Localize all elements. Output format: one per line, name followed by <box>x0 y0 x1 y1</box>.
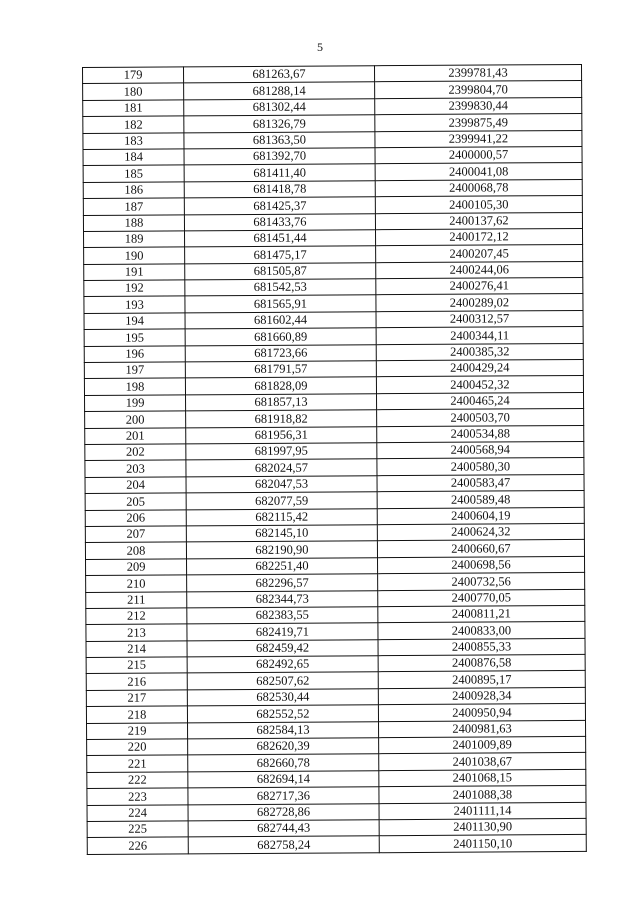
y-coordinate-cell: 2400503,70 <box>377 409 584 427</box>
x-coordinate-cell: 682047,53 <box>186 475 377 493</box>
point-number-cell: 188 <box>83 214 184 231</box>
y-coordinate-cell: 2400068,78 <box>375 179 582 197</box>
y-coordinate-cell: 2400465,24 <box>377 392 584 410</box>
y-coordinate-cell: 2400583,47 <box>377 474 584 492</box>
point-number-cell: 206 <box>85 509 186 526</box>
point-number-cell: 219 <box>87 722 188 739</box>
point-number-cell: 211 <box>86 591 187 608</box>
y-coordinate-cell: 2400289,02 <box>376 294 583 312</box>
point-number-cell: 184 <box>83 149 184 166</box>
point-number-cell: 179 <box>83 67 184 84</box>
x-coordinate-cell: 681363,50 <box>184 131 375 149</box>
point-number-cell: 198 <box>84 378 185 395</box>
x-coordinate-cell: 682660,78 <box>188 754 379 772</box>
coordinates-table <box>82 64 587 855</box>
x-coordinate-cell: 682190,90 <box>186 541 377 559</box>
y-coordinate-cell: 2400312,57 <box>376 310 583 328</box>
x-coordinate-cell: 681326,79 <box>184 115 375 133</box>
y-coordinate-cell: 2400276,41 <box>376 278 583 296</box>
x-coordinate-cell: 681828,09 <box>185 377 376 395</box>
y-coordinate-cell: 2400000,57 <box>375 146 582 164</box>
x-coordinate-cell: 681723,66 <box>185 344 376 362</box>
x-coordinate-cell: 681565,91 <box>185 295 376 313</box>
x-coordinate-cell: 682344,73 <box>187 590 378 608</box>
y-coordinate-cell: 2400698,56 <box>378 556 585 574</box>
y-coordinate-cell: 2400770,05 <box>378 589 585 607</box>
point-number-cell: 203 <box>85 460 186 477</box>
point-number-cell: 197 <box>84 362 185 379</box>
point-number-cell: 187 <box>83 198 184 215</box>
y-coordinate-cell: 2400534,88 <box>377 425 584 443</box>
x-coordinate-cell: 681302,44 <box>184 98 375 116</box>
y-coordinate-cell: 2399941,22 <box>375 130 582 148</box>
x-coordinate-cell: 682024,57 <box>186 459 377 477</box>
point-number-cell: 223 <box>87 788 188 805</box>
y-coordinate-cell: 2400207,45 <box>376 245 583 263</box>
y-coordinate-cell: 2400344,11 <box>376 327 583 345</box>
x-coordinate-cell: 682507,62 <box>187 672 378 690</box>
point-number-cell: 181 <box>83 100 184 117</box>
point-number-cell: 191 <box>84 264 185 281</box>
y-coordinate-cell: 2400855,33 <box>378 638 585 656</box>
y-coordinate-cell: 2400928,34 <box>378 687 585 705</box>
point-number-cell: 201 <box>85 427 186 444</box>
point-number-cell: 215 <box>86 657 187 674</box>
point-number-cell: 222 <box>87 772 188 789</box>
y-coordinate-cell: 2400604,19 <box>377 507 584 525</box>
point-number-cell: 216 <box>86 673 187 690</box>
y-coordinate-cell: 2400452,32 <box>376 376 583 394</box>
point-number-cell: 217 <box>86 690 187 707</box>
y-coordinate-cell: 2400589,48 <box>377 491 584 509</box>
x-coordinate-cell: 681418,78 <box>184 180 375 198</box>
y-coordinate-cell: 2400876,58 <box>378 655 585 673</box>
y-coordinate-cell: 2400660,67 <box>377 540 584 558</box>
x-coordinate-cell: 682251,40 <box>187 557 378 575</box>
point-number-cell: 224 <box>87 804 188 821</box>
point-number-cell: 214 <box>86 641 187 658</box>
y-coordinate-cell: 2400429,24 <box>376 359 583 377</box>
point-number-cell: 186 <box>83 182 184 199</box>
point-number-cell: 207 <box>85 526 186 543</box>
coordinates-table-wrapper <box>82 64 587 855</box>
y-coordinate-cell: 2401150,10 <box>379 835 586 853</box>
point-number-cell: 183 <box>83 132 184 149</box>
x-coordinate-cell: 681475,17 <box>185 246 376 264</box>
y-coordinate-cell: 2401111,14 <box>379 802 586 820</box>
point-number-cell: 192 <box>84 280 185 297</box>
y-coordinate-cell: 2401130,90 <box>379 818 586 836</box>
point-number-cell: 196 <box>84 346 185 363</box>
point-number-cell: 226 <box>87 837 188 854</box>
point-number-cell: 199 <box>85 395 186 412</box>
x-coordinate-cell: 681956,31 <box>186 426 377 444</box>
point-number-cell: 225 <box>87 821 188 838</box>
y-coordinate-cell: 2399875,49 <box>375 114 582 132</box>
point-number-cell: 189 <box>84 231 185 248</box>
x-coordinate-cell: 681263,67 <box>184 66 375 84</box>
point-number-cell: 200 <box>85 411 186 428</box>
x-coordinate-cell: 682145,10 <box>186 525 377 543</box>
x-coordinate-cell: 681542,53 <box>185 279 376 297</box>
point-number-cell: 208 <box>85 542 186 559</box>
x-coordinate-cell: 681288,14 <box>184 82 375 100</box>
x-coordinate-cell: 682530,44 <box>187 689 378 707</box>
point-number-cell: 182 <box>83 116 184 133</box>
x-coordinate-cell: 681857,13 <box>186 394 377 412</box>
y-coordinate-cell: 2400732,56 <box>378 573 585 591</box>
x-coordinate-cell: 682552,52 <box>187 705 378 723</box>
point-number-cell: 185 <box>83 165 184 182</box>
y-coordinate-cell: 2400105,30 <box>375 196 582 214</box>
y-coordinate-cell: 2400580,30 <box>377 458 584 476</box>
point-number-cell: 213 <box>86 624 187 641</box>
x-coordinate-cell: 682717,36 <box>188 787 379 805</box>
x-coordinate-cell: 681791,57 <box>185 361 376 379</box>
y-coordinate-cell: 2401068,15 <box>379 769 586 787</box>
point-number-cell: 194 <box>84 313 185 330</box>
x-coordinate-cell: 682492,65 <box>187 656 378 674</box>
point-number-cell: 210 <box>86 575 187 592</box>
x-coordinate-cell: 681660,89 <box>185 328 376 346</box>
x-coordinate-cell: 682620,39 <box>188 738 379 756</box>
y-coordinate-cell: 2400811,21 <box>378 605 585 623</box>
y-coordinate-cell: 2401038,67 <box>379 753 586 771</box>
y-coordinate-cell: 2401088,38 <box>379 786 586 804</box>
x-coordinate-cell: 682383,55 <box>187 607 378 625</box>
x-coordinate-cell: 681997,95 <box>186 443 377 461</box>
x-coordinate-cell: 682296,57 <box>187 574 378 592</box>
point-number-cell: 180 <box>83 83 184 100</box>
point-number-cell: 218 <box>86 706 187 723</box>
point-number-cell: 193 <box>84 296 185 313</box>
x-coordinate-cell: 681602,44 <box>185 312 376 330</box>
y-coordinate-cell: 2400172,12 <box>375 228 582 246</box>
y-coordinate-cell: 2400137,62 <box>375 212 582 230</box>
x-coordinate-cell: 681411,40 <box>184 164 375 182</box>
x-coordinate-cell: 681392,70 <box>184 148 375 166</box>
y-coordinate-cell: 2399804,70 <box>375 81 582 99</box>
point-number-cell: 221 <box>87 755 188 772</box>
x-coordinate-cell: 681451,44 <box>185 230 376 248</box>
x-coordinate-cell: 681433,76 <box>184 213 375 231</box>
point-number-cell: 212 <box>86 608 187 625</box>
x-coordinate-cell: 681505,87 <box>185 262 376 280</box>
x-coordinate-cell: 682419,71 <box>187 623 378 641</box>
x-coordinate-cell: 682728,86 <box>188 803 379 821</box>
y-coordinate-cell: 2401009,89 <box>379 736 586 754</box>
point-number-cell: 220 <box>87 739 188 756</box>
y-coordinate-cell: 2400385,32 <box>376 343 583 361</box>
y-coordinate-cell: 2399781,43 <box>374 64 581 82</box>
point-number-cell: 190 <box>84 247 185 264</box>
y-coordinate-cell: 2400950,94 <box>378 704 585 722</box>
y-coordinate-cell: 2400833,00 <box>378 622 585 640</box>
point-number-cell: 195 <box>84 329 185 346</box>
y-coordinate-cell: 2400041,08 <box>375 163 582 181</box>
point-number-cell: 204 <box>85 477 186 494</box>
y-coordinate-cell: 2400568,94 <box>377 441 584 459</box>
y-coordinate-cell: 2400624,32 <box>377 523 584 541</box>
y-coordinate-cell: 2400981,63 <box>379 720 586 738</box>
x-coordinate-cell: 681918,82 <box>186 410 377 428</box>
y-coordinate-cell: 2399830,44 <box>375 97 582 115</box>
point-number-cell: 205 <box>85 493 186 510</box>
y-coordinate-cell: 2400895,17 <box>378 671 585 689</box>
x-coordinate-cell: 682694,14 <box>188 770 379 788</box>
x-coordinate-cell: 682744,43 <box>188 820 379 838</box>
x-coordinate-cell: 681425,37 <box>184 197 375 215</box>
x-coordinate-cell: 682115,42 <box>186 508 377 526</box>
x-coordinate-cell: 682077,59 <box>186 492 377 510</box>
y-coordinate-cell: 2400244,06 <box>376 261 583 279</box>
table-body <box>83 64 587 854</box>
page-number: 5 <box>317 40 323 54</box>
x-coordinate-cell: 682459,42 <box>187 639 378 657</box>
point-number-cell: 209 <box>86 559 187 576</box>
x-coordinate-cell: 682758,24 <box>188 836 379 854</box>
table-row <box>87 835 586 854</box>
point-number-cell: 202 <box>85 444 186 461</box>
x-coordinate-cell: 682584,13 <box>188 721 379 739</box>
